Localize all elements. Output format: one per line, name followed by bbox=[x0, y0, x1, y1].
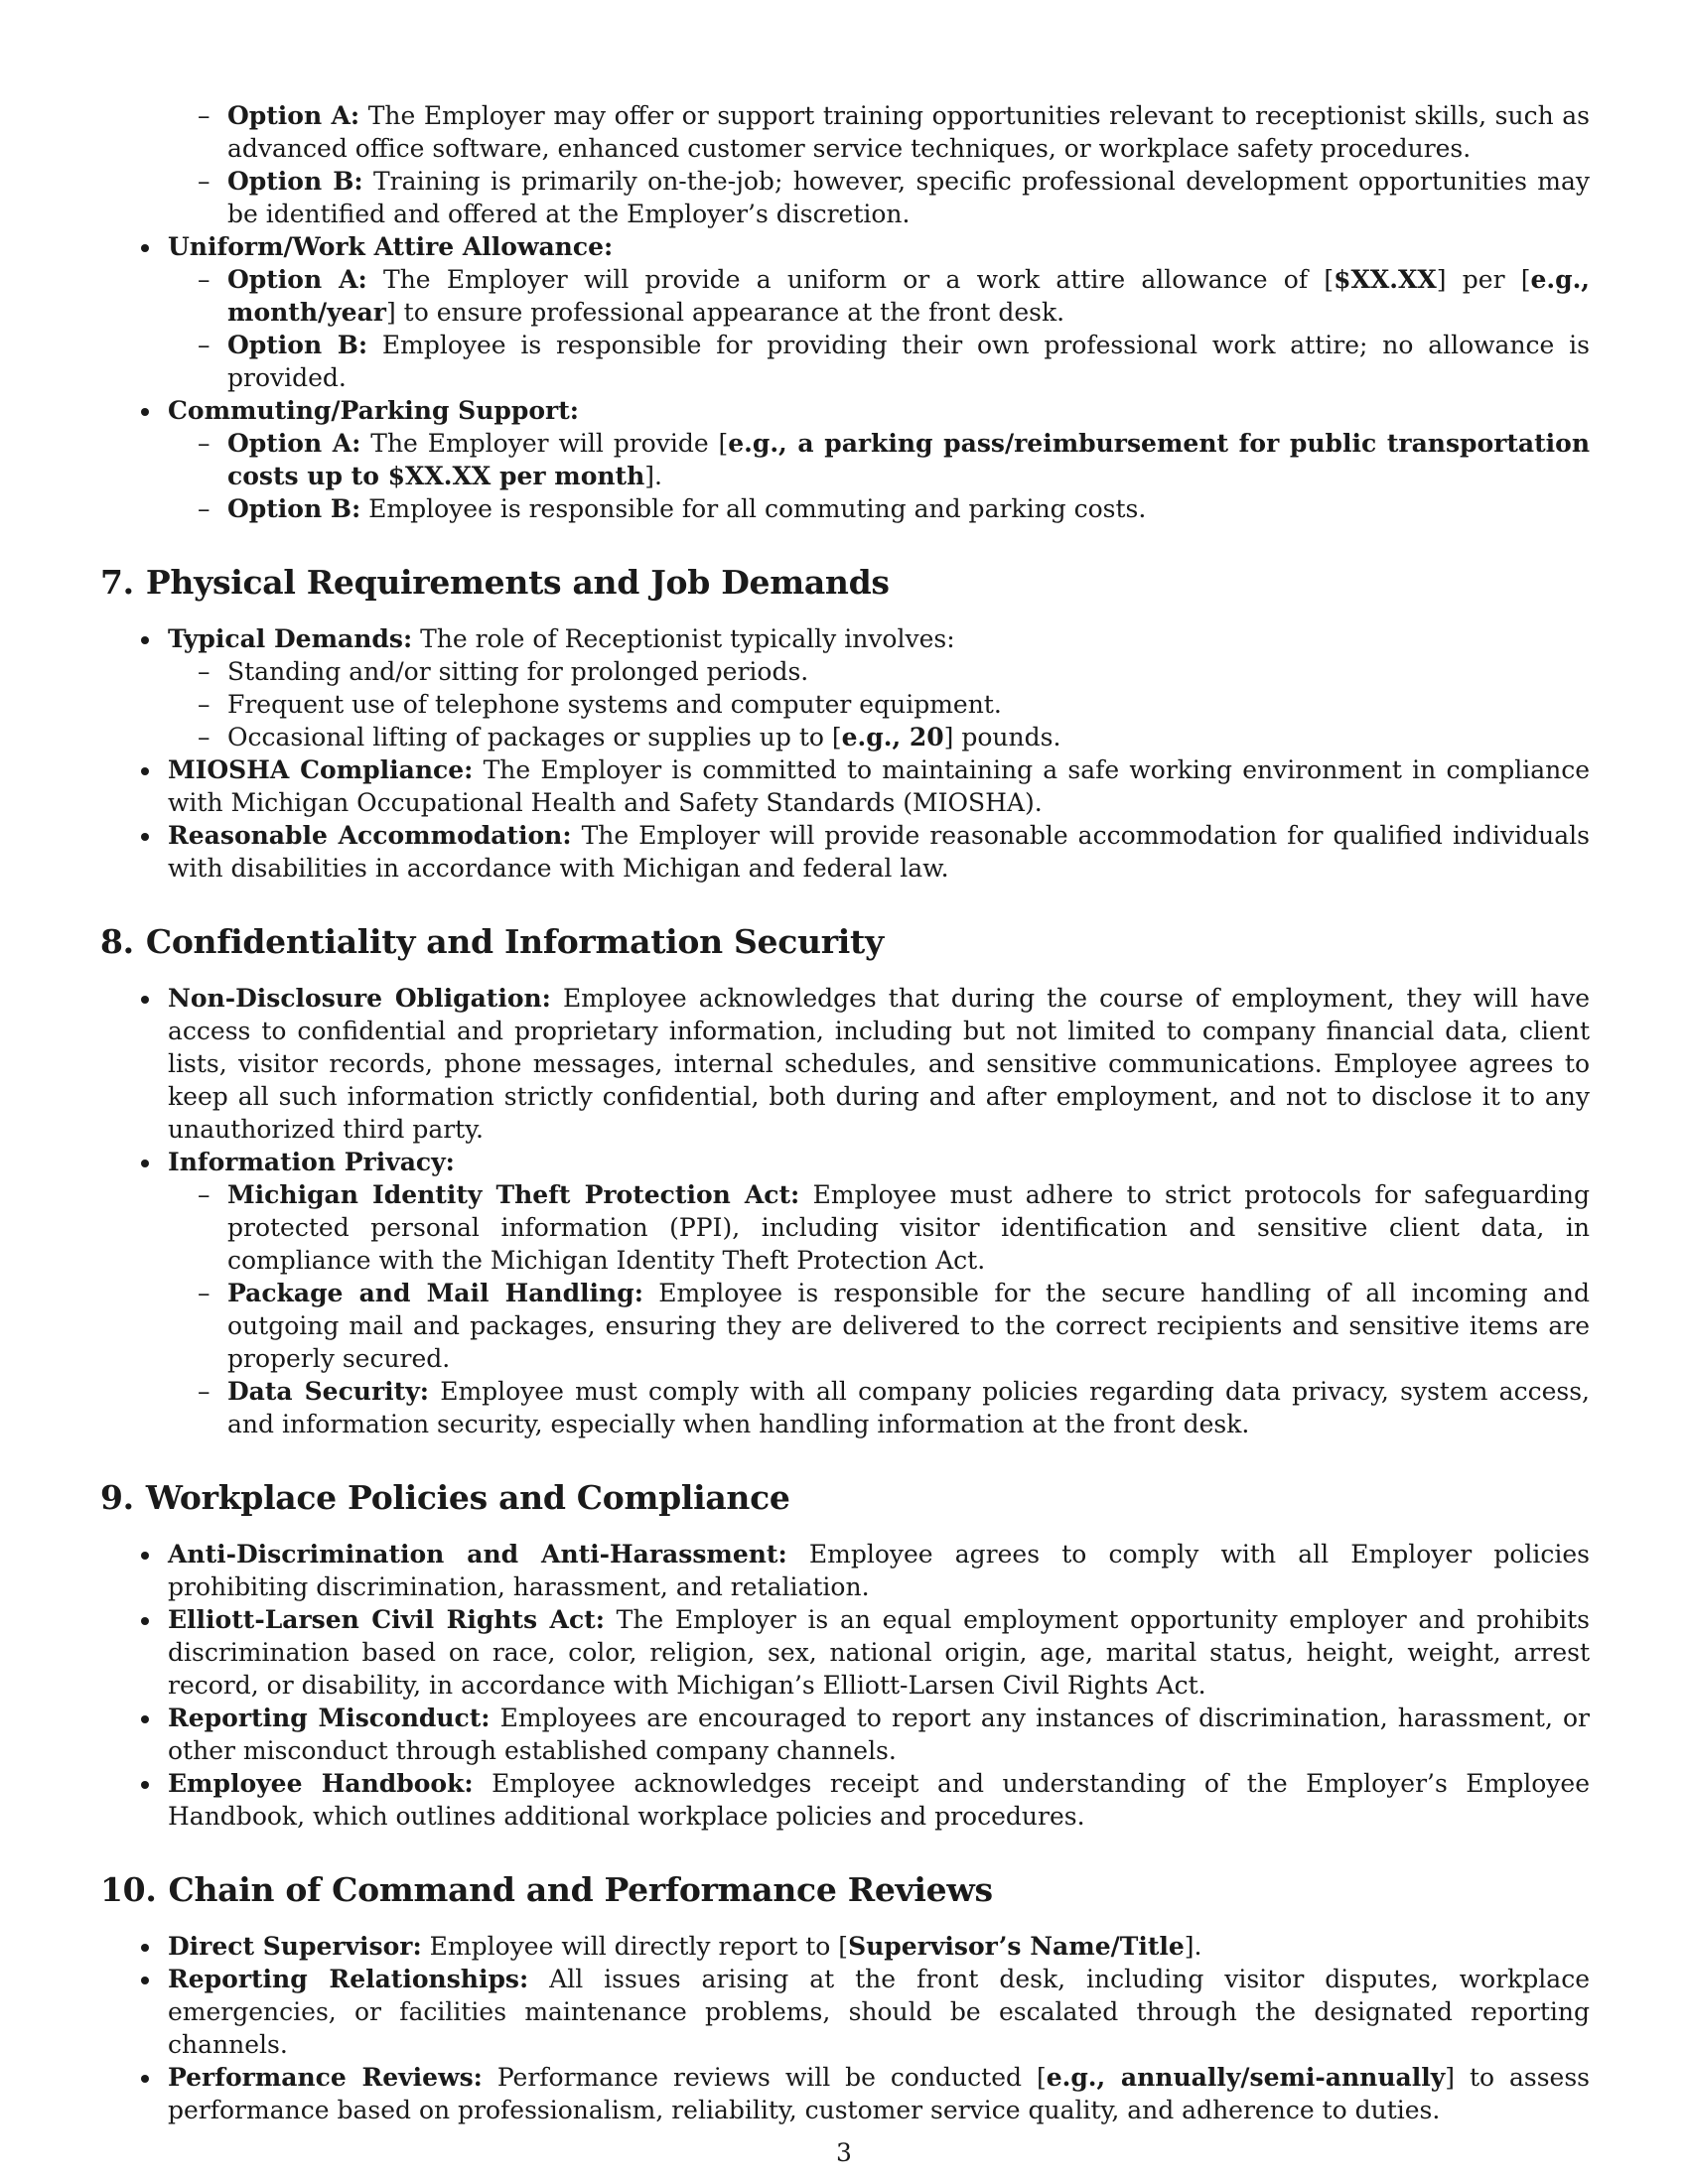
direct-supervisor-item bbox=[100, 1930, 1590, 1963]
item-label: Employee Handbook: bbox=[168, 1769, 474, 1798]
option-label: Option A: bbox=[227, 265, 367, 294]
placeholder-period: e.g., month/year bbox=[227, 265, 1591, 327]
section-8-heading bbox=[100, 922, 1590, 962]
training-option-b bbox=[100, 165, 1590, 230]
item-text: The role of Receptionist typically involves: bbox=[412, 624, 955, 653]
item-text: Employee must comply with all company policies regarding data privacy, system access, and information security, especially when handling information at the front desk. bbox=[227, 1377, 1590, 1438]
typical-demands-item bbox=[100, 622, 1590, 655]
page-number: 3 bbox=[836, 2138, 852, 2167]
option-label: Option B: bbox=[227, 331, 368, 359]
employee-handbook-item bbox=[100, 1767, 1590, 1833]
commuting-option-a bbox=[100, 427, 1590, 492]
demand-item bbox=[100, 655, 1590, 688]
section-title: Confidentiality and Information Security bbox=[145, 922, 884, 961]
data-security-item bbox=[100, 1375, 1590, 1440]
option-label: Option A: bbox=[227, 429, 361, 458]
reporting-misconduct-item bbox=[100, 1702, 1590, 1767]
item-text: ] to assess performance based on professionalism, reliability, customer service quality, and adherence to duties. bbox=[168, 2063, 1591, 2124]
item-text: ]. bbox=[1184, 1932, 1202, 1961]
section-10-heading bbox=[100, 1870, 1590, 1910]
accommodation-item bbox=[100, 819, 1590, 885]
page-content bbox=[100, 99, 1590, 2126]
option-label: Option B: bbox=[227, 494, 361, 523]
option-text: The Employer may offer or support training opportunities relevant to receptionist skills, such as advanced office software, enhanced customer service techniques, or workplace safety procedures. bbox=[227, 101, 1591, 163]
item-label: Performance Reviews: bbox=[168, 2063, 483, 2092]
section-title: Chain of Command and Performance Reviews bbox=[168, 1870, 993, 1909]
item-text: Employee acknowledges receipt and understanding of the Employer’s Employee Handbook, which outlines additional workplace policies and procedures. bbox=[168, 1769, 1591, 1831]
reporting-relationships-item bbox=[100, 1963, 1590, 2061]
package-mail-item bbox=[100, 1277, 1590, 1375]
item-text: Employee is responsible for the secure handling of all incoming and outgoing mail and packages, ensuring they are delivered to the correct recipients and sensitive items are properly secured. bbox=[227, 1279, 1590, 1373]
item-text: Employee must adhere to strict protocols for safeguarding protected personal information (PPI), including visitor identification and sensitive client data, in compliance with the Michigan Identity Theft Protection Act. bbox=[227, 1180, 1590, 1275]
item-label: Reasonable Accommodation: bbox=[168, 821, 572, 850]
item-text: The Employer is committed to maintaining a safe working environment in compliance with Michigan Occupational Health and Safety Standards (MIOSHA). bbox=[168, 755, 1590, 817]
item-text: All issues arising at the front desk, including visitor disputes, workplace emergencies, or facilities maintenance problems, should be escalated through the designated reporting channels. bbox=[168, 1965, 1590, 2059]
option-text: ] per [ bbox=[1436, 265, 1531, 294]
miosha-item bbox=[100, 753, 1590, 819]
section-number: 8. bbox=[100, 922, 134, 961]
demand-item bbox=[100, 688, 1590, 721]
section-title: Physical Requirements and Job Demands bbox=[145, 563, 890, 602]
item-label: Reporting Relationships: bbox=[168, 1965, 529, 1993]
commuting-option-b bbox=[100, 492, 1590, 525]
performance-reviews-item bbox=[100, 2061, 1590, 2126]
item-text: Performance reviews will be conducted [ bbox=[482, 2063, 1047, 2092]
item-label: Reporting Misconduct: bbox=[168, 1704, 491, 1732]
item-text: ] pounds. bbox=[943, 723, 1061, 751]
uniform-option-b bbox=[100, 329, 1590, 394]
item-label: Michigan Identity Theft Protection Act: bbox=[227, 1180, 800, 1209]
option-text: The Employer will provide a uniform or a work attire allowance of [ bbox=[366, 265, 1335, 294]
option-text: The Employer will provide [ bbox=[360, 429, 729, 458]
item-label: Commuting/Parking Support: bbox=[168, 396, 579, 425]
item-label: Data Security: bbox=[227, 1377, 429, 1406]
training-option-a bbox=[100, 99, 1590, 165]
item-label: Anti-Discrimination and Anti-Harassment: bbox=[168, 1540, 787, 1569]
item-text: Occasional lifting of packages or supplies up to [ bbox=[227, 723, 842, 751]
option-text: ] to ensure professional appearance at the front desk. bbox=[385, 298, 1065, 327]
nda-item bbox=[100, 982, 1590, 1146]
item-label: Elliott-Larsen Civil Rights Act: bbox=[168, 1605, 605, 1634]
placeholder-weight: e.g., 20 bbox=[841, 723, 944, 751]
item-label: Typical Demands: bbox=[168, 624, 413, 653]
identity-theft-item bbox=[100, 1178, 1590, 1277]
item-text: Employees are encouraged to report any instances of discrimination, harassment, or other misconduct through established company channels. bbox=[168, 1704, 1591, 1765]
item-text: The Employer is an equal employment opportunity employer and prohibits discrimination based on race, color, religion, sex, national origin, age, marital status, height, weight, arrest record, or disability, in accordance with Michigan’s Elliott-Larsen Civil Rights Act. bbox=[168, 1605, 1591, 1700]
item-label: Uniform/Work Attire Allowance: bbox=[168, 232, 614, 261]
item-text: Frequent use of telephone systems and computer equipment. bbox=[227, 690, 1002, 719]
section-7-heading bbox=[100, 563, 1590, 603]
item-label: MIOSHA Compliance: bbox=[168, 755, 474, 784]
placeholder-amount: $XX.XX bbox=[1334, 265, 1437, 294]
item-text: Employee agrees to comply with all Employer policies prohibiting discrimination, harassment, and retaliation. bbox=[168, 1540, 1591, 1601]
demand-item bbox=[100, 721, 1590, 753]
option-label: Option A: bbox=[227, 101, 360, 130]
section-number: 10. bbox=[100, 1870, 157, 1909]
item-label: Package and Mail Handling: bbox=[227, 1279, 643, 1307]
option-text: ]. bbox=[644, 462, 662, 490]
uniform-allowance-item bbox=[100, 230, 1590, 263]
section-number: 9. bbox=[100, 1478, 134, 1517]
option-text: Employee is responsible for all commuting and parking costs. bbox=[360, 494, 1147, 523]
section-title: Workplace Policies and Compliance bbox=[145, 1478, 790, 1517]
placeholder-commuting: e.g., a parking pass/reimbursement for public transportation costs up to $XX.XX per month bbox=[227, 429, 1591, 490]
section-9-heading bbox=[100, 1478, 1590, 1518]
elcra-item bbox=[100, 1603, 1590, 1702]
option-label: Option B: bbox=[227, 167, 363, 196]
item-text: Standing and/or sitting for prolonged periods. bbox=[227, 657, 809, 686]
commuting-support-item bbox=[100, 394, 1590, 427]
item-text: Employee acknowledges that during the course of employment, they will have access to confidential and proprietary information, including but not limited to company financial data, client lists, visitor records, phone messages, internal schedules, and sensitive communications. Employee agrees to keep all such information strictly confidential, both during and after employment, and not to disclose it to any unauthorized third party. bbox=[168, 984, 1591, 1144]
item-text: The Employer will provide reasonable accommodation for qualified individuals with disabilities in accordance with Michigan and federal law. bbox=[168, 821, 1590, 883]
option-text: Employee is responsible for providing their own professional work attire; no allowance is provided. bbox=[227, 331, 1590, 392]
privacy-item bbox=[100, 1146, 1590, 1178]
item-label: Direct Supervisor: bbox=[168, 1932, 422, 1961]
placeholder-supervisor: Supervisor’s Name/Title bbox=[848, 1932, 1185, 1961]
section-number: 7. bbox=[100, 563, 134, 602]
item-text: Employee will directly report to [ bbox=[421, 1932, 849, 1961]
placeholder-review-frequency: e.g., annually/semi-annually bbox=[1046, 2063, 1446, 2092]
anti-discrimination-item bbox=[100, 1538, 1590, 1603]
option-text: Training is primarily on-the-job; however, specific professional development opportunities may be identified and offered at the Employer’s discretion. bbox=[227, 167, 1590, 228]
item-label: Information Privacy: bbox=[168, 1148, 455, 1176]
item-label: Non-Disclosure Obligation: bbox=[168, 984, 551, 1013]
uniform-option-a bbox=[100, 263, 1590, 329]
